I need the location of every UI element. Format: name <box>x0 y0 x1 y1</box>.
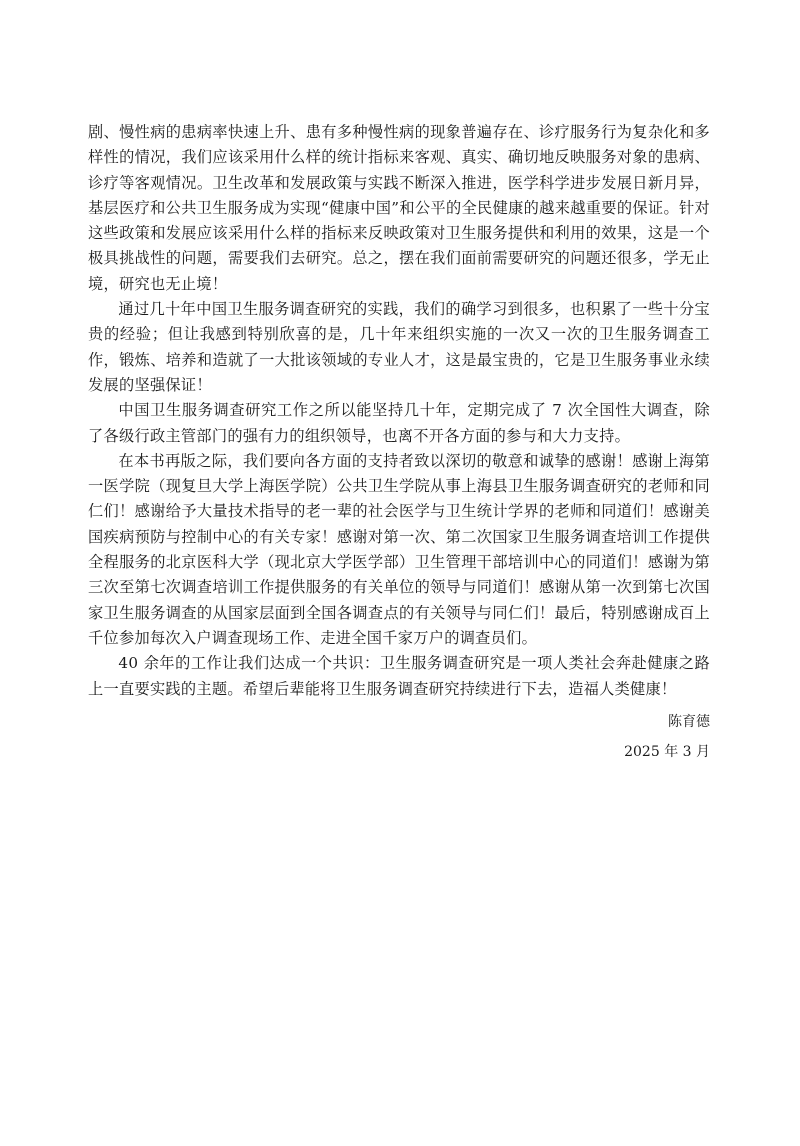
document-body <box>88 120 710 702</box>
signature-author: 陈育德 <box>668 714 710 730</box>
signature-block <box>624 707 710 767</box>
signature-date: 2025 年 3 月 <box>624 744 710 760</box>
paragraph-3: 中国卫生服务调查研究工作之所以能坚持几十年，定期完成了 7 次全国性大调查，除了各级行政主管部门的强有力的组织领导，也离不开各方面的参与和大力支持。 <box>88 401 710 445</box>
paragraph-5: 40 余年的工作让我们达成一个共识：卫生服务调查研究是一项人类社会奔赴健康之路上一直要实践的主题。希望后辈能将卫生服务调查研究持续进行下去，造福人类健康！ <box>88 654 710 698</box>
paragraph-4: 在本书再版之际，我们要向各方面的支持者致以深切的敬意和诚挚的感谢！感谢上海第一医学院（现复旦大学上海医学院）公共卫生学院从事上海县卫生服务调查研究的老师和同仁们！感谢给予大量技术指导的老一辈的社会医学与卫生统计学界的老师和同道们！感谢美国疾病预防与控制中心的有关专家！感谢对第一次、第二次国家卫生服务调查培训工作提供全程服务的北京医科大学（现北京大学医学部）卫生管理干部培训中心的同道们！感谢为第三次至第七次调查培训工作提供服务的有关单位的领导与同道们！感谢从第一次到第七次国家卫生服务调查的从国家层面到全国各调查点的有关领导与同仁们！最后，特别感谢成百上千位参加每次入户调查现场工作、走进全国千家万户的调查员们。 <box>88 451 710 647</box>
paragraph-1: 剧、慢性病的患病率快速上升、患有多种慢性病的现象普遍存在、诊疗服务行为复杂化和多样性的情况，我们应该采用什么样的统计指标来客观、真实、确切地反映服务对象的患病、诊疗等客观情况。卫生改革和发展政策与实践不断深入推进，医学科学进步发展日新月异，基层医疗和公共卫生服务成为实现“健康中国”和公平的全民健康的越来越重要的保证。针对这些政策和发展应该采用什么样的指标来反映政策对卫生服务提供和利用的效果，这是一个极具挑战性的问题，需要我们去研究。总之，摆在我们面前需要研究的问题还很多，学无止境，研究也无止境！ <box>88 123 710 293</box>
paragraph-2: 通过几十年中国卫生服务调查研究的实践，我们的确学习到很多，也积累了一些十分宝贵的经验；但让我感到特别欣喜的是，几十年来组织实施的一次又一次的卫生服务调查工作，锻炼、培养和造就了一大批该领域的专业人才，这是最宝贵的，它是卫生服务事业永续发展的坚强保证！ <box>88 300 710 394</box>
